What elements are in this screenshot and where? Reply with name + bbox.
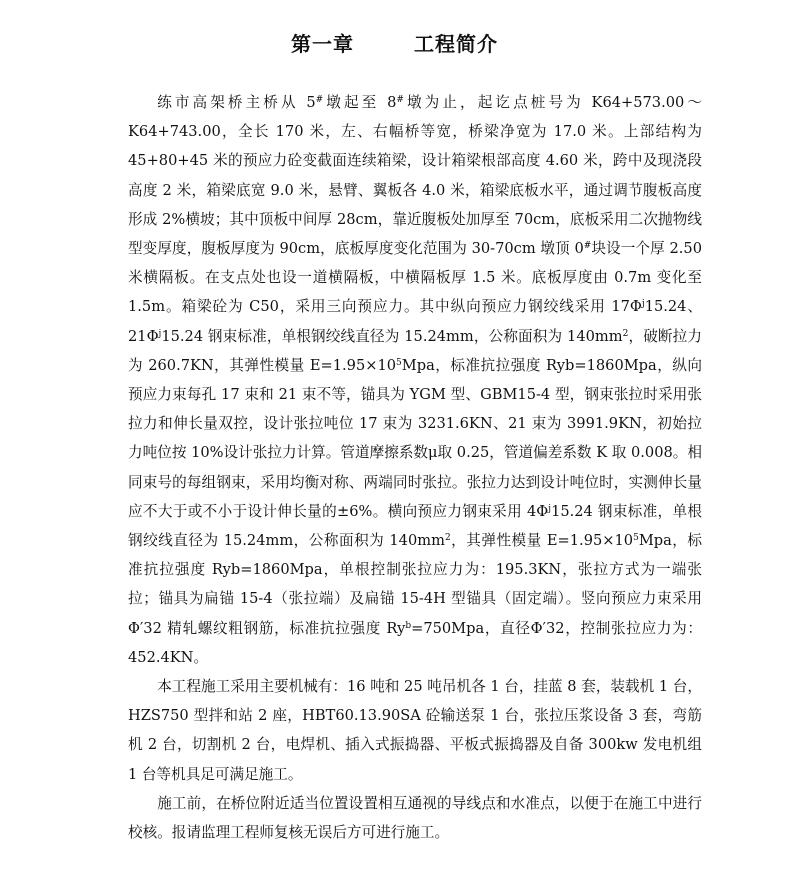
- document-body: [128, 88, 702, 847]
- paragraph-structure: [128, 88, 702, 672]
- paragraph-survey: [128, 789, 702, 847]
- text-run: 墩为止，起讫点桩号为 K64+573.00～K64+743.00，全长 170 米，左、右幅桥等宽，桥梁净宽为 17.0 米。上部结构为 45+80+45 米的预应力砼变截面连续箱梁，设计箱梁根部高度 4.60 米，跨中及现浇段高度 2 米，箱梁底宽 9.0 米，悬臂、翼板各 4.0 米，箱梁底板水平，通过调节腹板高度形成 2%横坡；其中顶板中间厚 28cm，靠近腹板处加厚至 70cm，底板采用二次抛物线型变厚度，腹板厚度为 90cm，底板厚度变化范围为 30-70cm 墩顶 0: [128, 94, 702, 258]
- text-run: 施工前，在桥位附近适当位置设置相互通视的导线点和水准点，以便于在施工中进行校核。报请监理工程师复核无误后方可进行施工。: [128, 794, 702, 842]
- superscript: 2: [622, 328, 629, 339]
- superscript: #: [396, 95, 404, 105]
- text-run: 墩起至 8: [323, 94, 397, 111]
- chapter-number: 第一章: [291, 32, 354, 56]
- text-run: 15.24 钢束标准，单根钢绞线直径为 15.24mm，公称面积为 140mm: [128, 502, 702, 550]
- text-run: 本工程施工采用主要机械有：16 吨和 25 吨吊机各 1 台，挂蓝 8 套，装载机 1 台，HZS750 型拌和站 2 座，HBT60.13.90SA 砼输送泵 1 台，张拉压浆设备 3 套，弯筋机 2 台，切割机 2 台，电焊机、插入式振捣器、平板式振捣器及自备 300kw 发电机组 1 台等机具足可满足施工。: [128, 678, 702, 783]
- superscript: 5: [633, 533, 639, 544]
- chapter-title: [0, 28, 789, 57]
- text-run: 块设一个厚 2.50 米横隔板。在支点处也设一道横隔板，中横隔板厚 1.5 米。底板厚度由 0.7m 变化至 1.5m。箱梁砼为 C50，采用三向预应力。其中纵向预应力钢绞线采用 17Φ: [128, 240, 702, 316]
- superscript: j: [548, 503, 552, 514]
- chapter-heading: 工程简介: [414, 32, 498, 56]
- text-run: Mpa，标准抗拉强度 Ryb=1860Mpa，纵向预应力束每孔 17 束和 21 束不等，锚具为 YGM 型、GBM15-4 型，钢束张拉时采用张拉力和伸长量双控，设计张拉吨位 17 束为 3231.6KN、21 束为 3991.9KN，初始拉力吨位按 10%设计张拉力计算。管道摩擦系数μ取 0.25，管道偏差系数 K 取 0.008。相同束号的每组钢束，采用均衡对称、两端同时张拉。张拉力达到设计吨位时，实测伸长量应不大于或不小于设计伸长量的±6%。横向预应力钢束采用 4Φ: [128, 356, 702, 520]
- text-run: 15.24 钢束标准，单根钢绞线直径为 15.24mm，公称面积为 140mm: [161, 327, 623, 345]
- text-run: 练市高架桥主桥从 5: [157, 94, 316, 111]
- superscript: 5: [396, 357, 402, 368]
- superscript: #: [315, 95, 324, 105]
- text-run: ，其弹性模量 E=1.95×10: [450, 532, 634, 550]
- text-run: ，破断拉力为 260.7KN，其弹性模量 E=1.95×10: [128, 327, 702, 374]
- superscript: j: [641, 299, 645, 310]
- superscript: j: [158, 328, 162, 339]
- superscript: 2: [444, 533, 451, 544]
- text-run: =750Mpa，直径Φ′32，控制张拉应力为：452.4KN。: [128, 619, 702, 666]
- text-run: Mpa，标准抗拉强度 Ryb=1860Mpa，单根控制张拉应力为：195.3KN，张拉方式为一端张拉；锚具为扁锚 15-4（张拉端）及扁锚 15-4H 型锚具（固定端）。竖向预应力束采用Φ′32 精轧螺纹粗钢筋，标准抗拉强度 Ry: [128, 532, 702, 637]
- paragraph-machinery: [128, 672, 702, 789]
- text-run: 15.24、21Φ: [128, 298, 702, 345]
- superscript: #: [583, 241, 592, 252]
- superscript: b: [405, 620, 412, 631]
